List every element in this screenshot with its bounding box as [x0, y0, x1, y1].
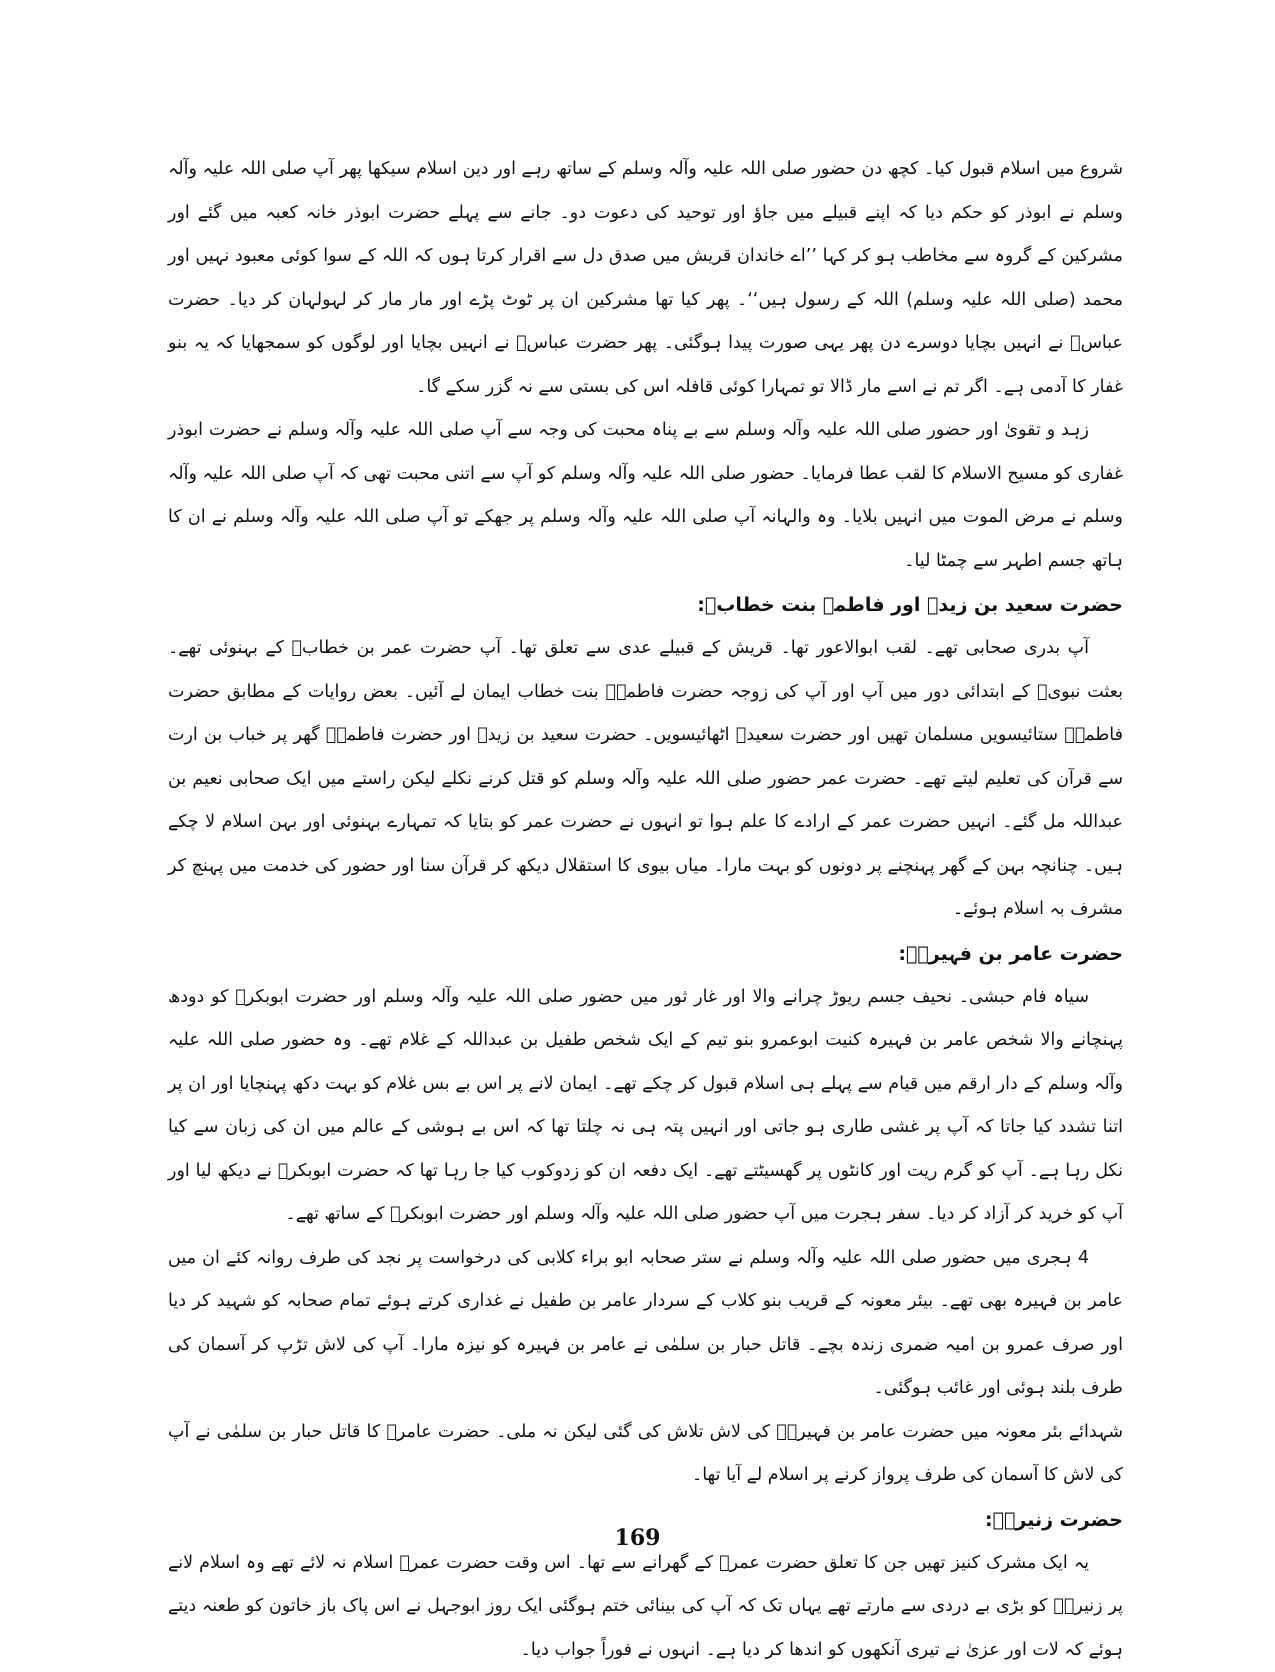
paragraph-abu-dhar-title: زہد و تقویٰ اور حضور صلی اللہ علیہ وآلہ وسلم سے بے پناہ محبت کی وجہ سے آپ صلی اللہ علیہ وآلہ وسلم نے حضرت ابوذر غفاری کو مسیح الاسلام کا لقب عطا فرمایا۔ حضور صلی اللہ علیہ وآلہ وسلم کو آپ سے اتنی محبت تھی کہ آپ صلی اللہ علیہ وآلہ وسلم نے مرض الموت میں انہیں بلایا۔ وہ والہانہ آپ صلی اللہ علیہ وآلہ وسلم پر جھکے تو آپ صلی اللہ علیہ وآلہ وسلم نے ان کا ہاتھ جسم اطہر سے چمٹا لیا۔	[168, 409, 1123, 583]
paragraph-zunaira: یہ ایک مشرک کنیز تھیں جن کا تعلق حضرت عمرؓ کے گھرانے سے تھا۔ اس وقت حضرت عمرؓ اسلام نہ لائے تھے وہ اسلام لانے پر زنیرہؓ کو بڑی بے دردی سے مارتے تھے یہاں تک کہ آپ کی بینائی ختم ہوگئی ایک روز ابوجہل نے اس پاک باز خاتون کو طعنہ دیتے ہوئے کہ لات اور عزیٰ نے تیری آنکھوں کو اندھا کر دیا ہے۔ انہوں نے فوراً جواب دیا۔	[168, 1542, 1123, 1672]
page-body	[168, 148, 1123, 1672]
paragraph-saeed-bin-zaid: آپ بدری صحابی تھے۔ لقب ابوالاعور تھا۔ قریش کے قبیلے عدی سے تعلق تھا۔ آپ حضرت عمر بن خطابؓ کے بہنوئی تھے۔ بعثت نبویؐ کے ابتدائی دور میں آپ اور آپ کی زوجہ حضرت فاطمہؓ بنت خطاب ایمان لے آئیں۔ بعض روایات کے مطابق حضرت فاطمہؓ ستائیسویں مسلمان تھیں اور حضرت سعیدؓ اٹھائیسویں۔ حضرت سعید بن زیدؓ اور حضرت فاطمہؓ گھر پر خباب بن ارت سے قرآن کی تعلیم لیتے تھے۔ حضرت عمر حضور صلی اللہ علیہ وآلہ وسلم کو قتل کرنے نکلے لیکن راستے میں ایک صحابی نعیم بن عبداللہ مل گئے۔ انہیں حضرت عمر کے ارادے کا علم ہوا تو انہوں نے حضرت عمر کو بتایا کہ تمہارے بہنوئی اور بہن اسلام لا چکے ہیں۔ چنانچہ بہن کے گھر پہنچنے پر دونوں کو بہت مارا۔ میاں بیوی کا استقلال دیکھ کر قرآن سنا اور حضور کی خدمت میں پہنچ کر مشرف بہ اسلام ہوئے۔	[168, 627, 1123, 932]
paragraph-abu-dhar-conversion: شروع میں اسلام قبول کیا۔ کچھ دن حضور صلی اللہ علیہ وآلہ وسلم کے ساتھ رہے اور دین اسلام سیکھا پھر آپ صلی اللہ علیہ وآلہ وسلم نے ابوذر کو حکم دیا کہ اپنے قبیلے میں جاؤ اور توحید کی دعوت دو۔ جانے سے پہلے حضرت ابوذر خانہ کعبہ میں گئے اور مشرکین کے گروہ سے مخاطب ہو کر کہا ’’اے خاندان قریش میں صدق دل سے اقرار کرتا ہوں کہ اللہ کے سوا کوئی معبود نہیں اور محمد (صلی اللہ علیہ وسلم) اللہ کے رسول ہیں‘‘۔ پھر کیا تھا مشرکین ان پر ٹوٹ پڑے اور مار مار کر لہولہان کر دیا۔ حضرت عباسؓ نے انہیں بچایا دوسرے دن پھر یہی صورت پیدا ہوگئی۔ پھر حضرت عباسؓ نے انہیں بچایا اور لوگوں کو سمجھایا کہ یہ بنو غفار کا آدمی ہے۔ اگر تم نے اسے مار ڈالا تو تمہارا کوئی قافلہ اس کی بستی سے نہ گزر سکے گا۔	[168, 148, 1123, 409]
paragraph-martyrs-bir-maona: شہدائے بئر معونہ میں حضرت عامر بن فہیرہؓ کی لاش تلاش کی گئی لیکن نہ ملی۔ حضرت عامرؓ کا قاتل حبار بن سلمٰی نے آپ کی لاش کا آسمان کی طرف پرواز کرنے پر اسلام لے آیا تھا۔	[168, 1411, 1123, 1498]
heading-saeed-bin-zaid: حضرت سعید بن زیدؓ اور فاطمہ بنت خطابؓ:	[168, 583, 1123, 627]
heading-zunaira: حضرت زنیرہؓ:	[168, 1498, 1123, 1542]
paragraph-amir-bin-fuhayra: سیاہ فام حبشی۔ نحیف جسم ریوڑ چرانے والا اور غار ثور میں حضور صلی اللہ علیہ وآلہ وسلم اور حضرت ابوبکرؓ کو دودھ پہنچانے والا شخص عامر بن فہیرہ کنیت ابوعمرو بنو تیم کے ایک شخص طفیل بن عبداللہ کے غلام تھے۔ وہ حضور صلی اللہ علیہ وآلہ وسلم کے دار ارقم میں قیام سے پہلے ہی اسلام قبول کر چکے تھے۔ ایمان لانے پر اس بے بس غلام کو بہت دکھ پہنچایا اور ان پر اتنا تشدد کیا جاتا کہ آپ پر غشی طاری ہو جاتی اور انہیں پتہ ہی نہ چلتا تھا کہ اس بے ہوشی کے عالم میں ان کی زبان سے کیا نکل رہا ہے۔ آپ کو گرم ریت اور کانٹوں پر گھسیٹتے تھے۔ ایک دفعہ ان کو زدوکوب کیا جا رہا تھا کہ حضرت ابوبکرؓ نے دیکھ لیا اور آپ کو خرید کر آزاد کر دیا۔ سفر ہجرت میں آپ حضور صلی اللہ علیہ وآلہ وسلم اور حضرت ابوبکرؓ کے ساتھ تھے۔	[168, 976, 1123, 1237]
heading-amir-bin-fuhayra: حضرت عامر بن فہیرہؓ:	[168, 932, 1123, 976]
paragraph-bir-maona: 4 ہجری میں حضور صلی اللہ علیہ وآلہ وسلم نے ستر صحابہ ابو براء کلابی کی درخواست پر نجد کی طرف روانہ کئے ان میں عامر بن فہیرہ بھی تھے۔ بیئر معونہ کے قریب بنو کلاب کے سردار عامر بن طفیل نے غداری کرتے ہوئے تمام صحابہ کو شہید کر دیا اور صرف عمرو بن امیہ ضمری زندہ بچے۔ قاتل حبار بن سلمٰی نے عامر بن فہیرہ کو نیزہ مارا۔ آپ کی لاش تڑپ کر آسمان کی طرف بلند ہوئی اور غائب ہوگئی۔	[168, 1237, 1123, 1411]
page-number: 169	[0, 1525, 1275, 1551]
